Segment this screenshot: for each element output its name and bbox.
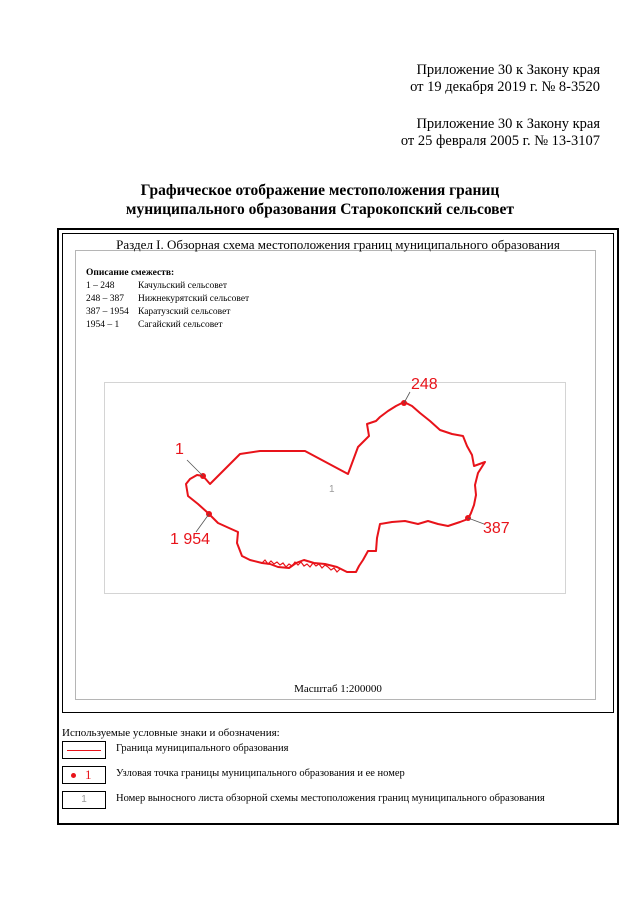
adjacency-range: 387 – 1954 bbox=[86, 307, 129, 317]
leader-line-387 bbox=[468, 518, 484, 524]
node-label-1: 1 bbox=[175, 441, 184, 458]
adjacency-name: Качульский сельсовет bbox=[138, 281, 227, 291]
node-number-sample: 1 bbox=[85, 767, 92, 782]
leader-line-1 bbox=[187, 460, 203, 476]
adjacency-range: 1 – 248 bbox=[86, 281, 115, 291]
section-title: Раздел I. Обзорная схема местоположения границ муниципального образования bbox=[116, 237, 560, 252]
legend-title: Используемые условные знаки и обозначения: bbox=[62, 727, 280, 739]
legend-symbol-node bbox=[62, 766, 106, 784]
title-line: Графическое отображение местоположения границ bbox=[140, 182, 500, 199]
adjacency-name: Сагайский сельсовет bbox=[138, 320, 223, 330]
adjacency-title: Описание смежеств: bbox=[86, 268, 175, 278]
node-label-387: 387 bbox=[483, 520, 510, 537]
node-point-icon bbox=[71, 773, 76, 778]
boundary-line-icon bbox=[67, 750, 101, 751]
municipal-boundary bbox=[186, 402, 485, 572]
leader-line-1954 bbox=[196, 514, 209, 532]
legend-text: Номер выносного листа обзорной схемы местоположения границ муниципального образования bbox=[116, 793, 545, 804]
law-reference-line: от 19 декабря 2019 г. № 8-3520 bbox=[410, 79, 600, 95]
legend-text: Граница муниципального образования bbox=[116, 743, 289, 754]
law-reference-line: от 25 февраля 2005 г. № 13-3107 bbox=[400, 133, 600, 149]
adjacency-name: Каратузский сельсовет bbox=[138, 307, 231, 317]
law-reference-line: Приложение 30 к Закону края bbox=[416, 116, 600, 132]
law-reference-line: Приложение 30 к Закону края bbox=[416, 62, 600, 78]
legend-symbol-boundary bbox=[62, 741, 106, 759]
legend-symbol-sheet bbox=[62, 791, 106, 809]
sheet-number: 1 bbox=[329, 484, 335, 495]
adjacency-range: 1954 – 1 bbox=[86, 320, 120, 330]
node-label-248: 248 bbox=[411, 376, 438, 393]
sheet-number-sample: 1 bbox=[81, 794, 87, 805]
node-label-1954: 1 954 bbox=[170, 531, 211, 548]
title-line: муниципального образования Старокопский сельсовет bbox=[125, 201, 515, 218]
adjacency-range: 248 – 387 bbox=[86, 294, 124, 304]
legend-text: Узловая точка границы муниципального образования и ее номер bbox=[116, 768, 405, 779]
map-scale: Масштаб 1:200000 bbox=[294, 683, 382, 695]
adjacency-name: Нижнекурятский сельсовет bbox=[138, 294, 250, 304]
leader-line-248 bbox=[404, 392, 410, 403]
